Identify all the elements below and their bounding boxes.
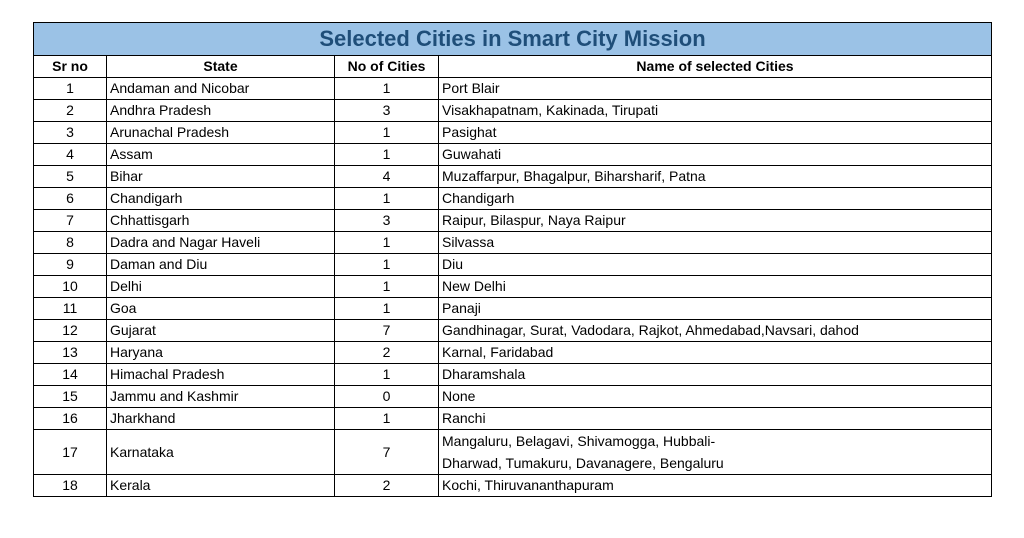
table-header-row <box>34 56 992 78</box>
cell-sr-no: 13 <box>34 342 107 364</box>
cell-selected-cities <box>439 78 992 100</box>
city-list-line: Dharwad, Tumakuru, Davanagere, Bengaluru <box>442 455 724 471</box>
cell-selected-cities <box>439 430 992 475</box>
table-row <box>34 430 992 475</box>
table-row <box>34 188 992 210</box>
cell-selected-cities <box>439 364 992 386</box>
cell-no-of-cities: 4 <box>335 166 439 188</box>
cell-no-of-cities: 1 <box>335 408 439 430</box>
cell-sr-no: 4 <box>34 144 107 166</box>
city-list-line: Guwahati <box>442 146 502 162</box>
cell-state: Arunachal Pradesh <box>107 122 335 144</box>
cell-no-of-cities: 2 <box>335 475 439 497</box>
cell-no-of-cities: 1 <box>335 232 439 254</box>
cell-no-of-cities: 7 <box>335 430 439 475</box>
table-title: Selected Cities in Smart City Mission <box>34 23 992 56</box>
cell-no-of-cities: 3 <box>335 210 439 232</box>
header-no-of-cities: No of Cities <box>335 56 439 78</box>
cell-no-of-cities: 1 <box>335 122 439 144</box>
cell-selected-cities <box>439 298 992 320</box>
cell-sr-no: 15 <box>34 386 107 408</box>
city-list-line: Karnal, Faridabad <box>442 344 554 360</box>
table-row <box>34 144 992 166</box>
cell-state: Jharkhand <box>107 408 335 430</box>
cell-sr-no: 2 <box>34 100 107 122</box>
cell-state: Jammu and Kashmir <box>107 386 335 408</box>
table-body <box>34 78 992 497</box>
table-row <box>34 364 992 386</box>
smart-city-table-container <box>33 22 991 497</box>
cell-state: Delhi <box>107 276 335 298</box>
header-sr-no: Sr no <box>34 56 107 78</box>
cell-sr-no: 9 <box>34 254 107 276</box>
cell-selected-cities <box>439 386 992 408</box>
table-row <box>34 166 992 188</box>
table-row <box>34 122 992 144</box>
cell-state: Gujarat <box>107 320 335 342</box>
cell-selected-cities <box>439 276 992 298</box>
cell-state: Himachal Pradesh <box>107 364 335 386</box>
city-list-line: Muzaffarpur, Bhagalpur, Biharsharif, Patna <box>442 168 706 184</box>
city-list-line: Chandigarh <box>442 190 515 206</box>
table-row <box>34 254 992 276</box>
cell-state: Goa <box>107 298 335 320</box>
cell-selected-cities <box>439 122 992 144</box>
cell-sr-no: 6 <box>34 188 107 210</box>
city-list-line: Raipur, Bilaspur, Naya Raipur <box>442 212 626 228</box>
table-row <box>34 320 992 342</box>
table-row <box>34 386 992 408</box>
cell-sr-no: 11 <box>34 298 107 320</box>
city-list-line: Kochi, Thiruvananthapuram <box>442 477 614 493</box>
cell-sr-no: 12 <box>34 320 107 342</box>
city-list-line: New Delhi <box>442 278 506 294</box>
cell-state: Haryana <box>107 342 335 364</box>
cell-no-of-cities: 3 <box>335 100 439 122</box>
table-title-row <box>34 23 992 56</box>
cell-selected-cities <box>439 100 992 122</box>
table-row <box>34 298 992 320</box>
cell-state: Assam <box>107 144 335 166</box>
city-list-line: Dharamshala <box>442 366 526 382</box>
cell-state: Karnataka <box>107 430 335 475</box>
city-list-line: Silvassa <box>442 234 495 250</box>
cell-sr-no: 8 <box>34 232 107 254</box>
city-list-line: Pasighat <box>442 124 497 140</box>
table-row <box>34 232 992 254</box>
cell-sr-no: 5 <box>34 166 107 188</box>
cell-no-of-cities: 7 <box>335 320 439 342</box>
cell-sr-no: 17 <box>34 430 107 475</box>
cell-sr-no: 18 <box>34 475 107 497</box>
cell-state: Kerala <box>107 475 335 497</box>
cell-no-of-cities: 0 <box>335 386 439 408</box>
city-list-line: Gandhinagar, Surat, Vadodara, Rajkot, Ahmedabad,Navsari, dahod <box>442 322 859 338</box>
table-row <box>34 100 992 122</box>
city-list-line: Mangaluru, Belagavi, Shivamogga, Hubbali- <box>442 433 716 449</box>
cell-state: Daman and Diu <box>107 254 335 276</box>
cell-sr-no: 10 <box>34 276 107 298</box>
cell-state: Chandigarh <box>107 188 335 210</box>
cell-no-of-cities: 1 <box>335 144 439 166</box>
cell-selected-cities <box>439 166 992 188</box>
header-selected-cities: Name of selected Cities <box>439 56 992 78</box>
cell-sr-no: 1 <box>34 78 107 100</box>
cell-no-of-cities: 1 <box>335 188 439 210</box>
cell-sr-no: 3 <box>34 122 107 144</box>
cell-state: Andhra Pradesh <box>107 100 335 122</box>
cell-no-of-cities: 1 <box>335 276 439 298</box>
table-row <box>34 78 992 100</box>
table-row <box>34 342 992 364</box>
cell-no-of-cities: 1 <box>335 364 439 386</box>
city-list-line: Ranchi <box>442 410 486 426</box>
cell-selected-cities <box>439 320 992 342</box>
city-list-line: Visakhapatnam, Kakinada, Tirupati <box>442 102 659 118</box>
cell-sr-no: 14 <box>34 364 107 386</box>
cell-no-of-cities: 2 <box>335 342 439 364</box>
city-list-line: Port Blair <box>442 80 500 96</box>
cell-selected-cities <box>439 188 992 210</box>
city-list-line: None <box>442 388 476 404</box>
cell-state: Dadra and Nagar Haveli <box>107 232 335 254</box>
cell-selected-cities <box>439 408 992 430</box>
cell-state: Andaman and Nicobar <box>107 78 335 100</box>
cell-sr-no: 7 <box>34 210 107 232</box>
table-row <box>34 210 992 232</box>
table-row <box>34 276 992 298</box>
cell-state: Chhattisgarh <box>107 210 335 232</box>
cell-selected-cities <box>439 254 992 276</box>
table-row <box>34 475 992 497</box>
cell-selected-cities <box>439 342 992 364</box>
cell-selected-cities <box>439 232 992 254</box>
header-state: State <box>107 56 335 78</box>
cell-no-of-cities: 1 <box>335 298 439 320</box>
cell-selected-cities <box>439 210 992 232</box>
cell-sr-no: 16 <box>34 408 107 430</box>
cell-no-of-cities: 1 <box>335 78 439 100</box>
cell-selected-cities <box>439 144 992 166</box>
city-list-line: Diu <box>442 256 464 272</box>
cell-no-of-cities: 1 <box>335 254 439 276</box>
cell-state: Bihar <box>107 166 335 188</box>
city-list-line: Panaji <box>442 300 481 316</box>
table-row <box>34 408 992 430</box>
smart-city-table <box>33 22 992 497</box>
cell-selected-cities <box>439 475 992 497</box>
